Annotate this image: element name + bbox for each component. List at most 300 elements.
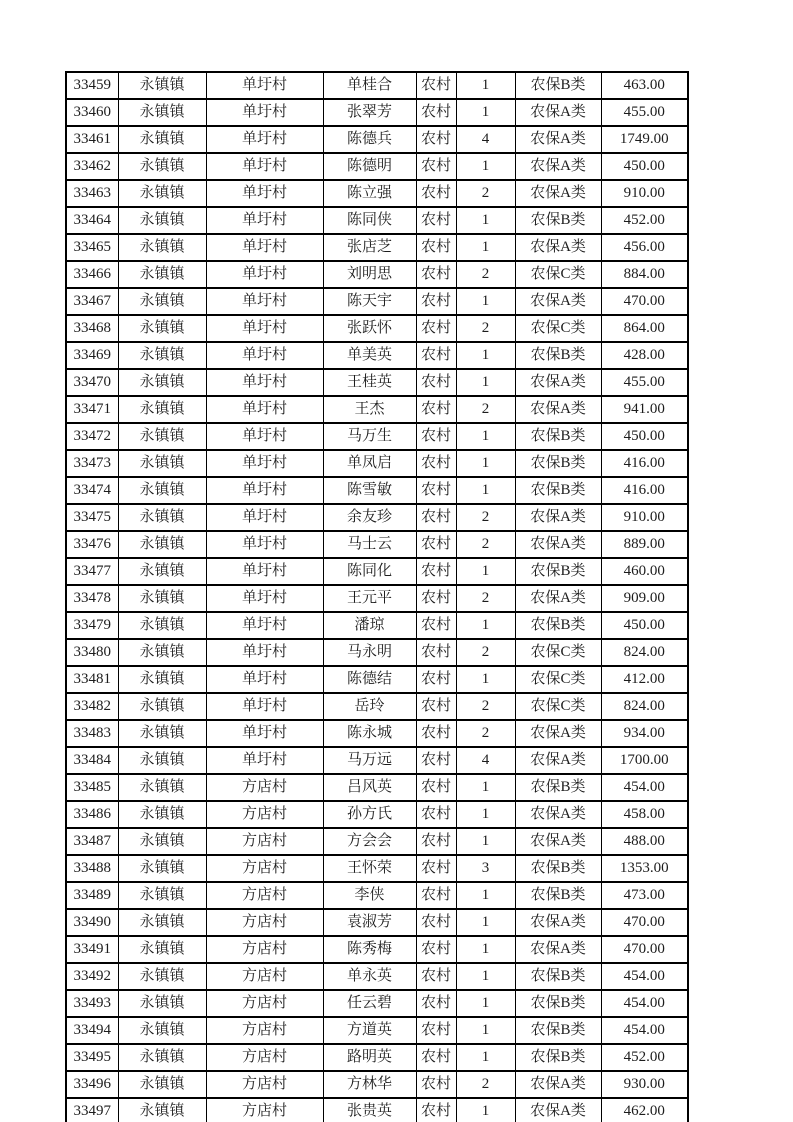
table-row xyxy=(66,1098,688,1122)
cell-record-id: 33488 xyxy=(66,855,118,882)
cell-person-count: 2 xyxy=(456,585,515,612)
cell-insurance-class: 农保A类 xyxy=(515,99,601,126)
cell-record-id: 33483 xyxy=(66,720,118,747)
cell-insurance-class: 农保B类 xyxy=(515,1017,601,1044)
cell-name: 张贵英 xyxy=(323,1098,416,1122)
cell-amount: 412.00 xyxy=(601,666,688,693)
cell-town: 永镇镇 xyxy=(118,234,206,261)
cell-village: 单圩村 xyxy=(206,126,323,153)
cell-insurance-class: 农保A类 xyxy=(515,531,601,558)
cell-village: 单圩村 xyxy=(206,72,323,99)
cell-insurance-class: 农保B类 xyxy=(515,558,601,585)
cell-household-type: 农村 xyxy=(416,450,456,477)
cell-town: 永镇镇 xyxy=(118,1017,206,1044)
cell-household-type: 农村 xyxy=(416,990,456,1017)
cell-record-id: 33482 xyxy=(66,693,118,720)
cell-town: 永镇镇 xyxy=(118,693,206,720)
cell-name: 任云碧 xyxy=(323,990,416,1017)
cell-amount: 428.00 xyxy=(601,342,688,369)
cell-village: 单圩村 xyxy=(206,234,323,261)
cell-name: 岳玲 xyxy=(323,693,416,720)
cell-name: 王桂英 xyxy=(323,369,416,396)
cell-insurance-class: 农保A类 xyxy=(515,936,601,963)
cell-household-type: 农村 xyxy=(416,747,456,774)
cell-insurance-class: 农保C类 xyxy=(515,666,601,693)
cell-amount: 1749.00 xyxy=(601,126,688,153)
cell-town: 永镇镇 xyxy=(118,747,206,774)
cell-amount: 1353.00 xyxy=(601,855,688,882)
cell-name: 陈立强 xyxy=(323,180,416,207)
cell-amount: 824.00 xyxy=(601,693,688,720)
cell-town: 永镇镇 xyxy=(118,207,206,234)
cell-town: 永镇镇 xyxy=(118,180,206,207)
cell-amount: 941.00 xyxy=(601,396,688,423)
cell-amount: 909.00 xyxy=(601,585,688,612)
cell-name: 袁淑芳 xyxy=(323,909,416,936)
cell-amount: 454.00 xyxy=(601,774,688,801)
table-row xyxy=(66,126,688,153)
cell-person-count: 1 xyxy=(456,477,515,504)
cell-household-type: 农村 xyxy=(416,342,456,369)
cell-insurance-class: 农保B类 xyxy=(515,342,601,369)
cell-insurance-class: 农保B类 xyxy=(515,774,601,801)
cell-person-count: 1 xyxy=(456,207,515,234)
cell-household-type: 农村 xyxy=(416,396,456,423)
cell-household-type: 农村 xyxy=(416,693,456,720)
cell-amount: 454.00 xyxy=(601,1017,688,1044)
cell-record-id: 33487 xyxy=(66,828,118,855)
cell-record-id: 33466 xyxy=(66,261,118,288)
cell-insurance-class: 农保A类 xyxy=(515,369,601,396)
cell-town: 永镇镇 xyxy=(118,126,206,153)
table-row xyxy=(66,828,688,855)
table-row xyxy=(66,909,688,936)
cell-record-id: 33462 xyxy=(66,153,118,180)
cell-village: 单圩村 xyxy=(206,342,323,369)
cell-household-type: 农村 xyxy=(416,315,456,342)
cell-amount: 416.00 xyxy=(601,450,688,477)
cell-person-count: 1 xyxy=(456,909,515,936)
cell-town: 永镇镇 xyxy=(118,504,206,531)
cell-person-count: 2 xyxy=(456,396,515,423)
cell-person-count: 2 xyxy=(456,1071,515,1098)
cell-town: 永镇镇 xyxy=(118,450,206,477)
cell-household-type: 农村 xyxy=(416,423,456,450)
table-row xyxy=(66,450,688,477)
cell-name: 吕风英 xyxy=(323,774,416,801)
cell-household-type: 农村 xyxy=(416,99,456,126)
cell-amount: 416.00 xyxy=(601,477,688,504)
cell-person-count: 1 xyxy=(456,1098,515,1122)
cell-town: 永镇镇 xyxy=(118,666,206,693)
cell-amount: 824.00 xyxy=(601,639,688,666)
cell-name: 方林华 xyxy=(323,1071,416,1098)
cell-record-id: 33459 xyxy=(66,72,118,99)
cell-person-count: 2 xyxy=(456,180,515,207)
cell-village: 单圩村 xyxy=(206,612,323,639)
cell-person-count: 1 xyxy=(456,801,515,828)
cell-amount: 452.00 xyxy=(601,1044,688,1071)
cell-village: 方店村 xyxy=(206,882,323,909)
cell-town: 永镇镇 xyxy=(118,936,206,963)
cell-village: 单圩村 xyxy=(206,207,323,234)
cell-amount: 463.00 xyxy=(601,72,688,99)
table-row xyxy=(66,585,688,612)
table-row xyxy=(66,882,688,909)
cell-name: 马万生 xyxy=(323,423,416,450)
cell-village: 单圩村 xyxy=(206,315,323,342)
cell-town: 永镇镇 xyxy=(118,369,206,396)
cell-person-count: 1 xyxy=(456,423,515,450)
cell-town: 永镇镇 xyxy=(118,909,206,936)
cell-record-id: 33478 xyxy=(66,585,118,612)
cell-village: 单圩村 xyxy=(206,639,323,666)
cell-person-count: 1 xyxy=(456,1044,515,1071)
cell-village: 单圩村 xyxy=(206,99,323,126)
cell-name: 方道英 xyxy=(323,1017,416,1044)
cell-household-type: 农村 xyxy=(416,720,456,747)
cell-insurance-class: 农保B类 xyxy=(515,882,601,909)
cell-name: 张跃怀 xyxy=(323,315,416,342)
cell-village: 方店村 xyxy=(206,909,323,936)
cell-household-type: 农村 xyxy=(416,1098,456,1122)
table-row xyxy=(66,396,688,423)
cell-household-type: 农村 xyxy=(416,180,456,207)
cell-village: 单圩村 xyxy=(206,693,323,720)
table-row xyxy=(66,369,688,396)
cell-name: 孙方氏 xyxy=(323,801,416,828)
cell-name: 张翠芳 xyxy=(323,99,416,126)
cell-household-type: 农村 xyxy=(416,828,456,855)
cell-person-count: 1 xyxy=(456,963,515,990)
cell-record-id: 33470 xyxy=(66,369,118,396)
cell-name: 陈雪敏 xyxy=(323,477,416,504)
cell-record-id: 33496 xyxy=(66,1071,118,1098)
cell-record-id: 33474 xyxy=(66,477,118,504)
cell-household-type: 农村 xyxy=(416,909,456,936)
cell-insurance-class: 农保A类 xyxy=(515,585,601,612)
cell-record-id: 33468 xyxy=(66,315,118,342)
cell-village: 方店村 xyxy=(206,990,323,1017)
cell-village: 单圩村 xyxy=(206,585,323,612)
table-row xyxy=(66,207,688,234)
cell-town: 永镇镇 xyxy=(118,315,206,342)
cell-person-count: 2 xyxy=(456,261,515,288)
cell-insurance-class: 农保B类 xyxy=(515,477,601,504)
table-row xyxy=(66,666,688,693)
cell-insurance-class: 农保A类 xyxy=(515,909,601,936)
cell-person-count: 1 xyxy=(456,882,515,909)
cell-household-type: 农村 xyxy=(416,477,456,504)
cell-person-count: 1 xyxy=(456,612,515,639)
cell-amount: 473.00 xyxy=(601,882,688,909)
cell-village: 单圩村 xyxy=(206,747,323,774)
table-row xyxy=(66,693,688,720)
cell-name: 刘明思 xyxy=(323,261,416,288)
cell-village: 单圩村 xyxy=(206,423,323,450)
cell-insurance-class: 农保A类 xyxy=(515,153,601,180)
cell-insurance-class: 农保B类 xyxy=(515,450,601,477)
cell-village: 方店村 xyxy=(206,828,323,855)
cell-amount: 470.00 xyxy=(601,288,688,315)
table-row xyxy=(66,774,688,801)
cell-village: 单圩村 xyxy=(206,558,323,585)
cell-village: 单圩村 xyxy=(206,666,323,693)
cell-household-type: 农村 xyxy=(416,369,456,396)
cell-name: 马万远 xyxy=(323,747,416,774)
cell-town: 永镇镇 xyxy=(118,1071,206,1098)
cell-insurance-class: 农保A类 xyxy=(515,504,601,531)
cell-insurance-class: 农保C类 xyxy=(515,693,601,720)
cell-amount: 470.00 xyxy=(601,909,688,936)
cell-name: 马永明 xyxy=(323,639,416,666)
cell-insurance-class: 农保A类 xyxy=(515,1098,601,1122)
cell-amount: 454.00 xyxy=(601,990,688,1017)
cell-household-type: 农村 xyxy=(416,288,456,315)
table-row xyxy=(66,936,688,963)
cell-insurance-class: 农保C类 xyxy=(515,315,601,342)
table-row xyxy=(66,855,688,882)
cell-insurance-class: 农保A类 xyxy=(515,1071,601,1098)
cell-name: 陈同化 xyxy=(323,558,416,585)
cell-household-type: 农村 xyxy=(416,153,456,180)
cell-name: 王元平 xyxy=(323,585,416,612)
cell-record-id: 33485 xyxy=(66,774,118,801)
cell-town: 永镇镇 xyxy=(118,99,206,126)
cell-town: 永镇镇 xyxy=(118,1098,206,1122)
table-row xyxy=(66,1044,688,1071)
cell-village: 方店村 xyxy=(206,936,323,963)
cell-insurance-class: 农保B类 xyxy=(515,855,601,882)
cell-record-id: 33476 xyxy=(66,531,118,558)
cell-town: 永镇镇 xyxy=(118,963,206,990)
cell-record-id: 33460 xyxy=(66,99,118,126)
cell-person-count: 1 xyxy=(456,666,515,693)
cell-village: 单圩村 xyxy=(206,153,323,180)
cell-village: 单圩村 xyxy=(206,477,323,504)
cell-record-id: 33463 xyxy=(66,180,118,207)
cell-town: 永镇镇 xyxy=(118,477,206,504)
cell-person-count: 1 xyxy=(456,369,515,396)
cell-name: 陈德兵 xyxy=(323,126,416,153)
cell-insurance-class: 农保A类 xyxy=(515,396,601,423)
cell-insurance-class: 农保A类 xyxy=(515,126,601,153)
cell-record-id: 33479 xyxy=(66,612,118,639)
cell-name: 单美英 xyxy=(323,342,416,369)
cell-village: 单圩村 xyxy=(206,369,323,396)
cell-household-type: 农村 xyxy=(416,1044,456,1071)
cell-name: 陈德结 xyxy=(323,666,416,693)
cell-person-count: 1 xyxy=(456,990,515,1017)
cell-village: 方店村 xyxy=(206,801,323,828)
cell-household-type: 农村 xyxy=(416,261,456,288)
cell-town: 永镇镇 xyxy=(118,1044,206,1071)
cell-name: 王杰 xyxy=(323,396,416,423)
cell-insurance-class: 农保C类 xyxy=(515,261,601,288)
cell-amount: 450.00 xyxy=(601,612,688,639)
cell-record-id: 33480 xyxy=(66,639,118,666)
table-row xyxy=(66,342,688,369)
cell-name: 单凤启 xyxy=(323,450,416,477)
cell-record-id: 33477 xyxy=(66,558,118,585)
cell-insurance-class: 农保B类 xyxy=(515,990,601,1017)
cell-person-count: 1 xyxy=(456,450,515,477)
cell-record-id: 33493 xyxy=(66,990,118,1017)
cell-village: 方店村 xyxy=(206,855,323,882)
cell-town: 永镇镇 xyxy=(118,342,206,369)
cell-village: 单圩村 xyxy=(206,504,323,531)
cell-insurance-class: 农保A类 xyxy=(515,288,601,315)
cell-insurance-class: 农保C类 xyxy=(515,639,601,666)
cell-record-id: 33495 xyxy=(66,1044,118,1071)
cell-town: 永镇镇 xyxy=(118,774,206,801)
cell-insurance-class: 农保B类 xyxy=(515,207,601,234)
cell-person-count: 2 xyxy=(456,720,515,747)
table-row xyxy=(66,423,688,450)
table-row xyxy=(66,288,688,315)
cell-village: 方店村 xyxy=(206,1044,323,1071)
table-row xyxy=(66,747,688,774)
cell-insurance-class: 农保A类 xyxy=(515,828,601,855)
cell-household-type: 农村 xyxy=(416,126,456,153)
cell-person-count: 1 xyxy=(456,342,515,369)
cell-person-count: 1 xyxy=(456,288,515,315)
cell-village: 方店村 xyxy=(206,1017,323,1044)
cell-town: 永镇镇 xyxy=(118,72,206,99)
cell-record-id: 33473 xyxy=(66,450,118,477)
cell-household-type: 农村 xyxy=(416,936,456,963)
table-row xyxy=(66,315,688,342)
cell-record-id: 33465 xyxy=(66,234,118,261)
cell-insurance-class: 农保A类 xyxy=(515,747,601,774)
cell-village: 方店村 xyxy=(206,963,323,990)
cell-household-type: 农村 xyxy=(416,855,456,882)
table-row xyxy=(66,612,688,639)
cell-name: 陈同侠 xyxy=(323,207,416,234)
cell-town: 永镇镇 xyxy=(118,288,206,315)
cell-amount: 462.00 xyxy=(601,1098,688,1122)
cell-town: 永镇镇 xyxy=(118,558,206,585)
table-row xyxy=(66,1017,688,1044)
cell-amount: 930.00 xyxy=(601,1071,688,1098)
benefit-register-table xyxy=(65,71,689,1122)
cell-name: 马士云 xyxy=(323,531,416,558)
cell-town: 永镇镇 xyxy=(118,261,206,288)
cell-amount: 450.00 xyxy=(601,153,688,180)
cell-name: 李侠 xyxy=(323,882,416,909)
cell-person-count: 3 xyxy=(456,855,515,882)
cell-name: 陈秀梅 xyxy=(323,936,416,963)
cell-name: 单桂合 xyxy=(323,72,416,99)
cell-amount: 460.00 xyxy=(601,558,688,585)
cell-person-count: 1 xyxy=(456,72,515,99)
cell-amount: 456.00 xyxy=(601,234,688,261)
cell-insurance-class: 农保B类 xyxy=(515,963,601,990)
cell-name: 路明英 xyxy=(323,1044,416,1071)
cell-person-count: 2 xyxy=(456,693,515,720)
cell-record-id: 33492 xyxy=(66,963,118,990)
cell-name: 陈德明 xyxy=(323,153,416,180)
cell-record-id: 33494 xyxy=(66,1017,118,1044)
cell-household-type: 农村 xyxy=(416,774,456,801)
cell-name: 陈永城 xyxy=(323,720,416,747)
cell-town: 永镇镇 xyxy=(118,801,206,828)
cell-household-type: 农村 xyxy=(416,882,456,909)
cell-name: 余友珍 xyxy=(323,504,416,531)
cell-person-count: 1 xyxy=(456,153,515,180)
cell-household-type: 农村 xyxy=(416,1017,456,1044)
cell-record-id: 33464 xyxy=(66,207,118,234)
cell-name: 王怀荣 xyxy=(323,855,416,882)
cell-amount: 864.00 xyxy=(601,315,688,342)
cell-name: 张店芝 xyxy=(323,234,416,261)
cell-village: 单圩村 xyxy=(206,288,323,315)
table-row xyxy=(66,477,688,504)
table-row xyxy=(66,234,688,261)
cell-amount: 470.00 xyxy=(601,936,688,963)
cell-insurance-class: 农保A类 xyxy=(515,180,601,207)
cell-household-type: 农村 xyxy=(416,207,456,234)
cell-village: 单圩村 xyxy=(206,450,323,477)
cell-amount: 452.00 xyxy=(601,207,688,234)
cell-amount: 488.00 xyxy=(601,828,688,855)
cell-amount: 889.00 xyxy=(601,531,688,558)
cell-record-id: 33481 xyxy=(66,666,118,693)
cell-household-type: 农村 xyxy=(416,558,456,585)
cell-record-id: 33491 xyxy=(66,936,118,963)
cell-town: 永镇镇 xyxy=(118,855,206,882)
table-row xyxy=(66,99,688,126)
cell-person-count: 4 xyxy=(456,126,515,153)
cell-person-count: 1 xyxy=(456,558,515,585)
cell-record-id: 33489 xyxy=(66,882,118,909)
cell-record-id: 33461 xyxy=(66,126,118,153)
table-row xyxy=(66,261,688,288)
cell-town: 永镇镇 xyxy=(118,828,206,855)
cell-record-id: 33471 xyxy=(66,396,118,423)
cell-household-type: 农村 xyxy=(416,1071,456,1098)
cell-village: 单圩村 xyxy=(206,180,323,207)
cell-person-count: 1 xyxy=(456,234,515,261)
cell-insurance-class: 农保B类 xyxy=(515,72,601,99)
cell-amount: 934.00 xyxy=(601,720,688,747)
cell-amount: 454.00 xyxy=(601,963,688,990)
cell-village: 单圩村 xyxy=(206,720,323,747)
cell-insurance-class: 农保A类 xyxy=(515,801,601,828)
cell-village: 方店村 xyxy=(206,1071,323,1098)
cell-amount: 1700.00 xyxy=(601,747,688,774)
cell-town: 永镇镇 xyxy=(118,720,206,747)
table-row xyxy=(66,531,688,558)
cell-insurance-class: 农保B类 xyxy=(515,423,601,450)
cell-record-id: 33469 xyxy=(66,342,118,369)
cell-amount: 455.00 xyxy=(601,369,688,396)
cell-name: 陈天宇 xyxy=(323,288,416,315)
cell-person-count: 2 xyxy=(456,531,515,558)
table-row xyxy=(66,639,688,666)
cell-person-count: 1 xyxy=(456,774,515,801)
cell-person-count: 2 xyxy=(456,639,515,666)
cell-village: 单圩村 xyxy=(206,261,323,288)
table-row xyxy=(66,153,688,180)
table-row xyxy=(66,558,688,585)
cell-person-count: 2 xyxy=(456,504,515,531)
cell-household-type: 农村 xyxy=(416,504,456,531)
cell-town: 永镇镇 xyxy=(118,396,206,423)
table-body xyxy=(66,72,688,1122)
cell-household-type: 农村 xyxy=(416,666,456,693)
cell-household-type: 农村 xyxy=(416,531,456,558)
